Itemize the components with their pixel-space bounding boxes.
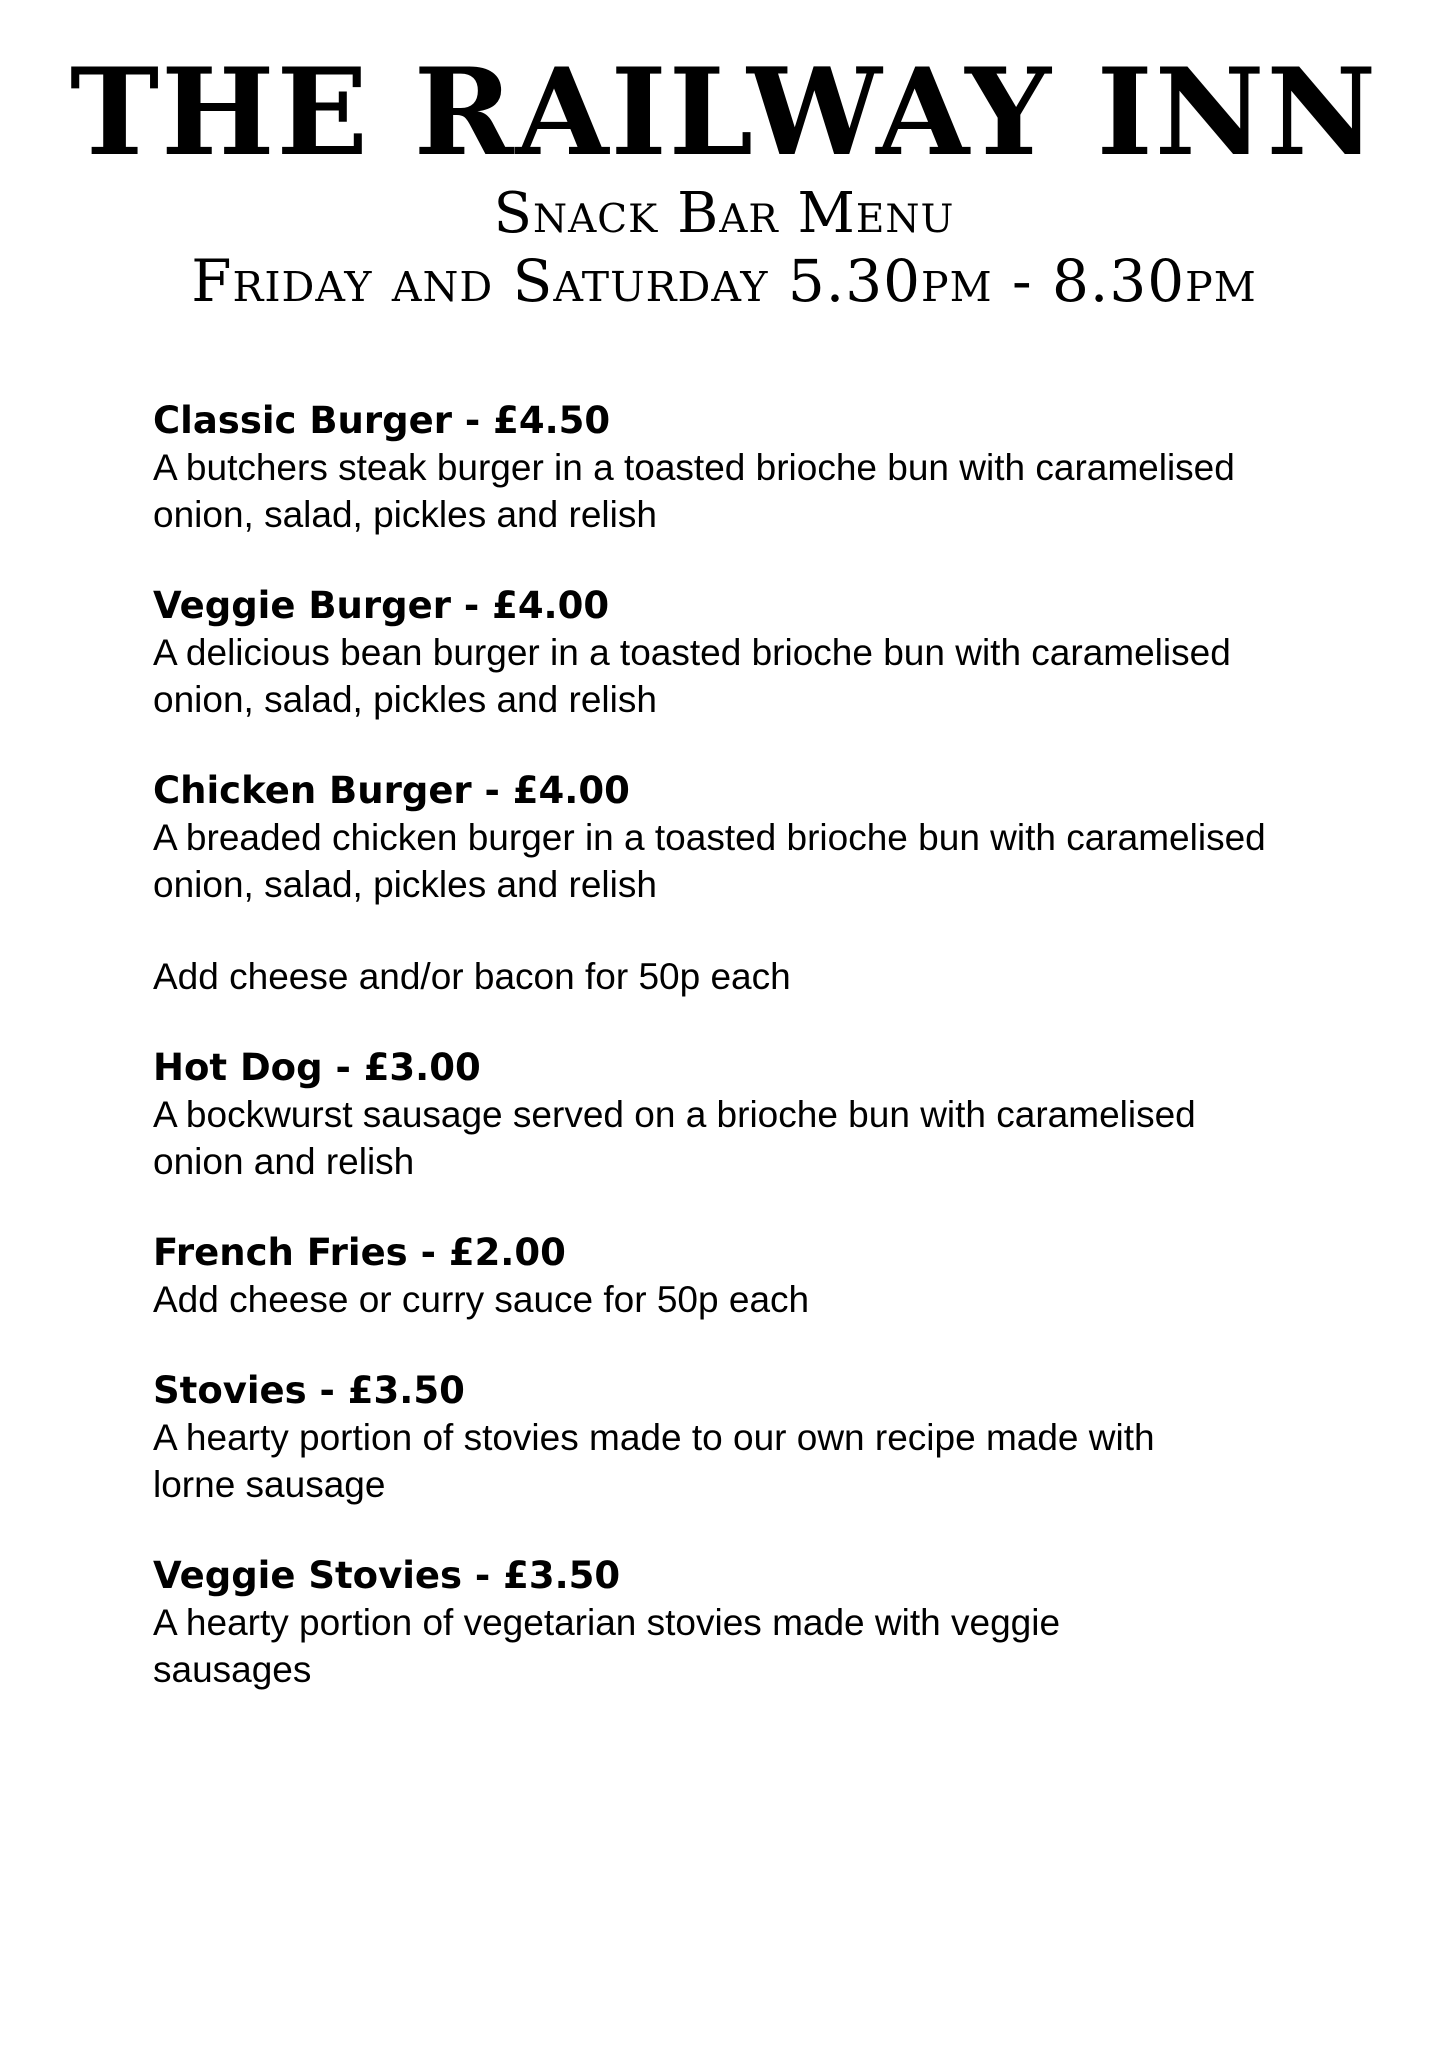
page-title: THE RAILWAY INN bbox=[69, 42, 1379, 183]
menu-list bbox=[153, 398, 1353, 1738]
menu-item-description: A breaded chicken burger in a toasted brioche bun with caramelised onion, salad, pickles and relish bbox=[153, 817, 1266, 905]
menu-item-veggie-stovies bbox=[153, 1553, 1353, 1693]
menu-item-classic-burger bbox=[153, 398, 1353, 538]
menu-item-name: Stovies - £3.50 bbox=[153, 1369, 465, 1412]
menu-item-description: Add cheese or curry sauce for 50p each bbox=[153, 1279, 810, 1320]
menu-header bbox=[0, 42, 1448, 316]
page-subtitle: Snack Bar Menu bbox=[493, 181, 955, 246]
menu-item-description: A hearty portion of stovies made to our own recipe made with lorne sausage bbox=[153, 1417, 1155, 1505]
menu-item-description: A hearty portion of vegetarian stovies made with veggie sausages bbox=[153, 1602, 1061, 1690]
menu-item-name: Veggie Stovies - £3.50 bbox=[153, 1554, 621, 1597]
menu-item-description: A delicious bean burger in a toasted brioche bun with caramelised onion, salad, pickles and relish bbox=[153, 632, 1231, 720]
menu-item-french-fries bbox=[153, 1230, 1353, 1323]
menu-item-name: Hot Dog - £3.00 bbox=[153, 1046, 481, 1089]
menu-item-name: Chicken Burger - £4.00 bbox=[153, 769, 630, 812]
opening-hours: Friday and Saturday 5.30pm - 8.30pm bbox=[191, 247, 1257, 315]
menu-item-veggie-burger bbox=[153, 583, 1353, 723]
menu-item-chicken-burger bbox=[153, 768, 1353, 908]
menu-item-name: French Fries - £2.00 bbox=[153, 1231, 566, 1274]
burger-addon-note: Add cheese and/or bacon for 50p each bbox=[153, 956, 791, 997]
menu-item-description: A butchers steak burger in a toasted brioche bun with caramelised onion, salad, pickles and relish bbox=[153, 447, 1235, 535]
menu-item-name: Classic Burger - £4.50 bbox=[153, 399, 611, 442]
menu-item-description: A bockwurst sausage served on a brioche bun with caramelised onion and relish bbox=[153, 1094, 1196, 1182]
menu-item-hot-dog bbox=[153, 1045, 1353, 1185]
menu-item-stovies bbox=[153, 1368, 1353, 1508]
menu-item-name: Veggie Burger - £4.00 bbox=[153, 584, 610, 627]
